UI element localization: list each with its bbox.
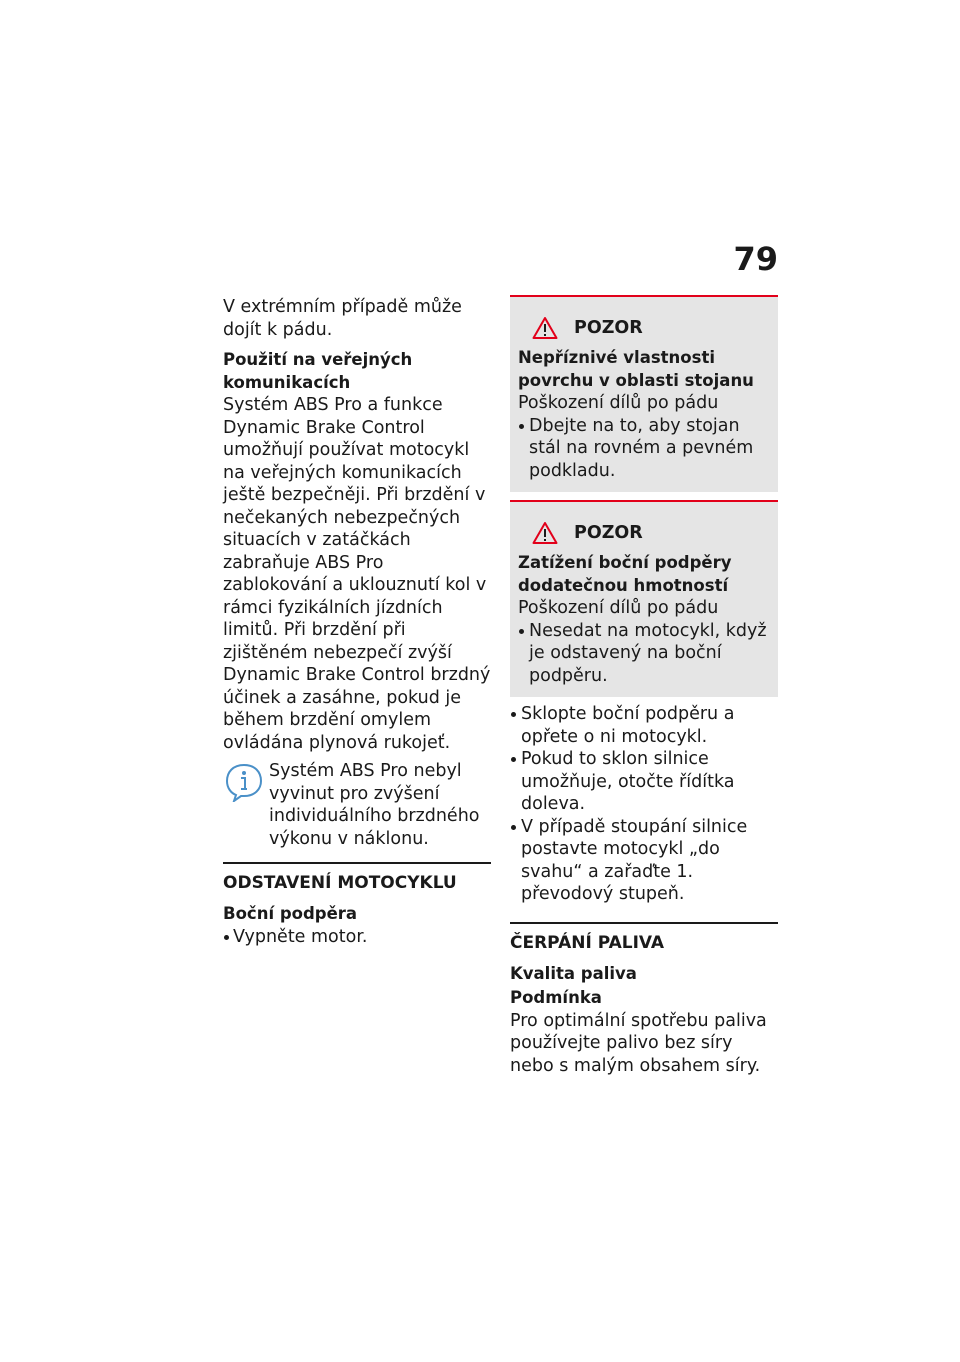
warning-triangle-icon xyxy=(532,521,558,545)
warning-bullet: Nesedat na motocykl, když je odstavený na boční podpěru. xyxy=(518,620,768,688)
info-note xyxy=(223,760,491,850)
list-item: V případě stoupání silnice postavte motocykl „do svahu“ a zařaďte 1. převodový stupeň. xyxy=(510,816,778,906)
warning-bullet: Dbejte na to, aby stojan stál na rovném a pevném podkladu. xyxy=(518,415,768,483)
warning-text: Poškození dílů po pádu xyxy=(518,393,719,413)
right-column xyxy=(510,295,778,1077)
list-item: Vypněte motor. xyxy=(223,926,491,949)
info-note-text: Systém ABS Pro nebyl vyvinut pro zvýšení individuálního brzdného výkonu v náklonu. xyxy=(269,761,480,849)
body-text: Pro optimální spotřebu paliva používejte palivo bez síry nebo s malým obsahem síry. xyxy=(510,1010,767,1076)
subheading-public-roads: Použití na veřejných komunikacích xyxy=(223,350,413,392)
intro-text: V extrémním případě může dojít k pádu. xyxy=(223,297,462,340)
warning-label: POZOR xyxy=(574,523,643,543)
subheading-side-stand: Boční podpěra xyxy=(223,904,358,923)
left-column xyxy=(223,296,491,948)
bullet-list xyxy=(510,703,778,906)
warning-box xyxy=(510,500,778,697)
warning-text: Poškození dílů po pádu xyxy=(518,598,719,618)
warning-title: Nepříznivé vlastnosti povrchu v oblasti stojanu xyxy=(518,348,754,390)
warning-header xyxy=(532,520,768,546)
subheading-fuel-quality: Kvalita paliva xyxy=(510,963,637,983)
body-text: Systém ABS Pro a funkce Dynamic Brake Control umožňují používat motocykl na veřejných komunikacích ještě bezpečněji. Při brzdění v nečekaných nebezpečných situacích v zatáčkách zabraňuje ABS Pro zablokování a uklouznutí kol v rámci fyzikálních jízdních limitů. Při brzdění při zjištěném nebezpečí zvýší Dynamic Brake Control brzdný účinek a zasáhne, pokud je během brzdění omylem ovládána plynová rukojeť. xyxy=(223,395,491,753)
list-item: Sklopte boční podpěru a opřete o ni motocykl. xyxy=(510,703,778,748)
subheading-requirement: Podmínka xyxy=(510,988,602,1007)
section-heading-fuel: ČERPÁNÍ PALIVA xyxy=(510,922,778,955)
warning-box xyxy=(510,295,778,492)
warning-title: Zatížení boční podpěry dodatečnou hmotností xyxy=(518,553,732,595)
section-heading-parking: ODSTAVENÍ MOTOCYKLU xyxy=(223,862,491,895)
warning-label: POZOR xyxy=(574,318,643,338)
page-number: 79 xyxy=(733,240,778,278)
list-item: Pokud to sklon silnice umožňuje, otočte řídítka doleva. xyxy=(510,748,778,816)
info-icon xyxy=(224,762,264,802)
warning-triangle-icon xyxy=(532,316,558,340)
warning-header xyxy=(532,315,768,341)
